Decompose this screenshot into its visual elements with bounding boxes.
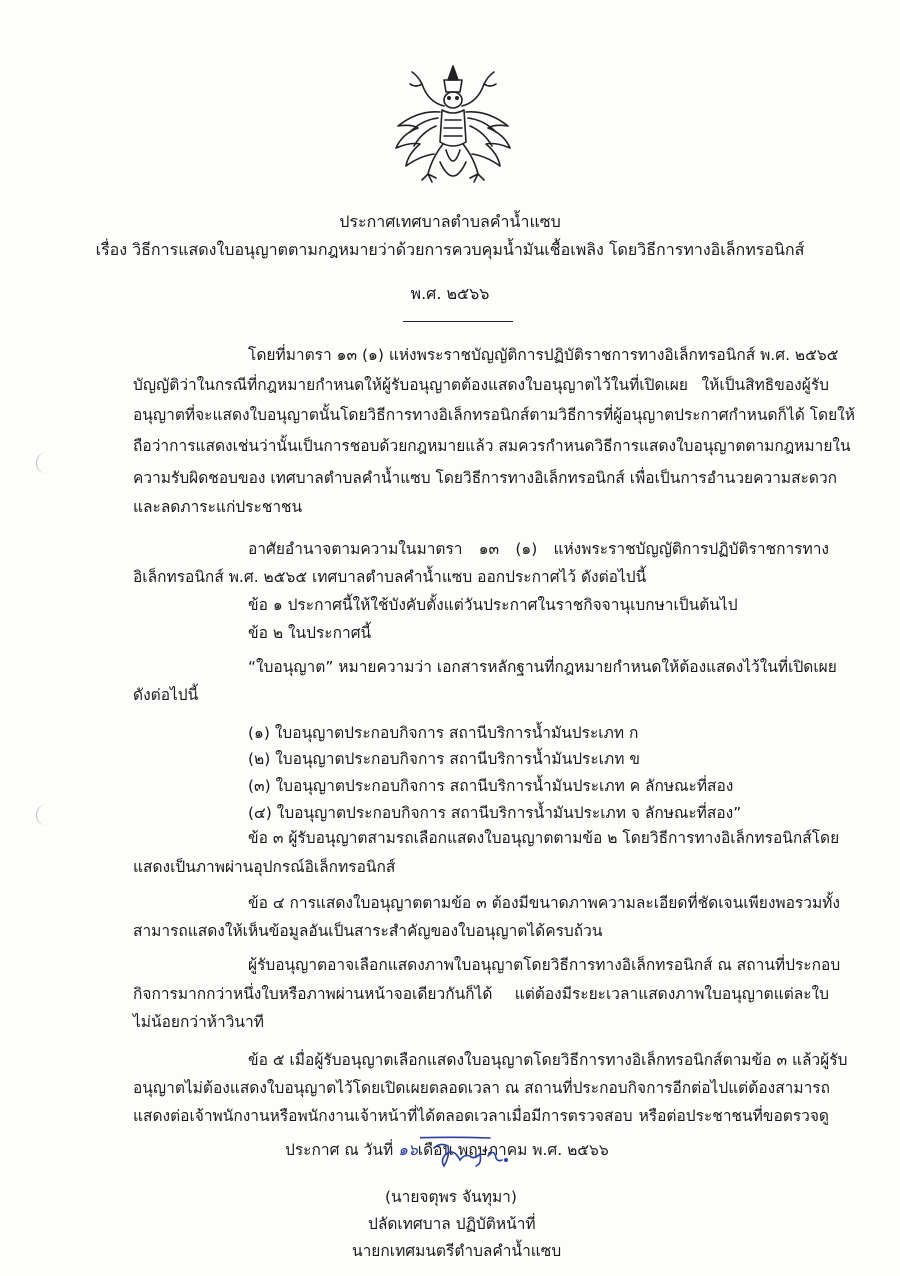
body-line: ดังต่อไปนี้ <box>133 686 199 704</box>
body-line: โดยที่มาตรา ๑๓ (๑) แห่งพระราชบัญญัติการปฏิบัติราชการทางอิเล็กทรอนิกส์ พ.ศ. ๒๕๖๕ <box>248 346 839 364</box>
body-line: สามารถแสดงให้เห็นข้อมูลอันเป็นสาระสำคัญของใบอนุญาตได้ครบถ้วน <box>133 922 603 940</box>
body-line: ความรับผิดชอบของ เทศบาลตำบลคำน้ำแซบ โดยวิธีการทางอิเล็กทรอนิกส์ เพื่อเป็นการอำนวยความสะดวก <box>133 469 838 487</box>
body-line: ถือว่าการแสดงเช่นว่านั้นเป็นการชอบด้วยกฎหมายแล้ว สมควรกำหนดวิธีการแสดงใบอนุญาตตามกฎหมายใน <box>133 437 851 455</box>
body-line: อิเล็กทรอนิกส์ พ.ศ. ๒๕๖๕ เทศบาลตำบลคำน้ำแซบ ออกประกาศไว้ ดังต่อไปนี้ <box>133 568 647 586</box>
clause-4: ข้อ ๔ การแสดงใบอนุญาตตามข้อ ๓ ต้องมีขนาดภาพความละเอียดที่ชัดเจนเพียงพอรวมทั้ง <box>248 894 840 912</box>
announcement-title: ประกาศเทศบาลตำบลคำน้ำแซบ <box>339 212 561 231</box>
list-item: (๒) ใบอนุญาตประกอบกิจการ สถานีบริการน้ำมันประเภท ข <box>248 750 640 768</box>
body-line: ไม่น้อยกว่าห้าวินาที <box>133 1013 264 1031</box>
list-item: (๔) ใบอนุญาตประกอบกิจการ สถานีบริการน้ำมันประเภท จ ลักษณะที่สอง” <box>248 804 742 822</box>
body-line: ผู้รับอนุญาตอาจเลือกแสดงภาพใบอนุญาตโดยวิธีการทางอิเล็กทรอนิกส์ ณ สถานที่ประกอบ <box>248 956 841 974</box>
announcement-subject: เรื่อง วิธีการแสดงใบอนุญาตตามกฎหมายว่าด้วยการควบคุมน้ำมันเชื้อเพลิง โดยวิธีการทางอิเล็กทรอนิกส์ <box>95 240 805 259</box>
body-line: อนุญาตไม่ต้องแสดงใบอนุญาตไว้โดยเปิดเผยตลอดเวลา ณ สถานที่ประกอบกิจการอีกต่อไปแต่ต้องสามารถ <box>133 1079 830 1097</box>
announcement-year: พ.ศ. ๒๕๖๖ <box>410 284 490 303</box>
signature-icon <box>420 1126 530 1186</box>
body-line: และลดภาระแก่ประชาชน <box>133 498 303 516</box>
body-line: อาศัยอำนาจตามความในมาตรา ๑๓ (๑) แห่งพระราชบัญญัติการปฏิบัติราชการทาง <box>248 540 829 558</box>
body-line: บัญญัติว่าในกรณีที่กฎหมายกำหนดให้ผู้รับอนุญาตต้องแสดงใบอนุญาตไว้ในที่เปิดเผย ให้เป็นสิทธิของผู้รับ <box>133 376 829 394</box>
clause-5: ข้อ ๕ เมื่อผู้รับอนุญาตเลือกแสดงใบอนุญาตโดยวิธีการทางอิเล็กทรอนิกส์ตามข้อ ๓ แล้วผู้รับ <box>248 1051 848 1069</box>
definition-line: “ใบอนุญาต” หมายความว่า เอกสารหลักฐานที่กฎหมายกำหนดให้ต้องแสดงไว้ในที่เปิดเผย <box>248 658 837 676</box>
body-line: กิจการมากกว่าหนึ่งใบหรือภาพผ่านหน้าจอเดียวกันก็ได้ แต่ต้องมีระยะเวลาแสดงภาพใบอนุญาตแต่ละใบ <box>133 985 829 1003</box>
body-line: อนุญาตที่จะแสดงใบอนุญาตนั้นโดยวิธีการทางอิเล็กทรอนิกส์ตามวิธีการที่ผู้อนุญาตประกาศกำหนดก็ได้ โดยให้ <box>133 406 855 424</box>
punch-hole-mark <box>36 452 51 474</box>
body-line: แสดงต่อเจ้าพนักงานหรือพนักงานเจ้าหน้าที่ได้ตลอดเวลาเมื่อมีการตรวจสอบ หรือต่อประชาชนที่ขอตรวจดู <box>133 1107 829 1125</box>
body-line: แสดงเป็นภาพผ่านอุปกรณ์อิเล็กทรอนิกส์ <box>133 858 396 876</box>
list-item: (๑) ใบอนุญาตประกอบกิจการ สถานีบริการน้ำมันประเภท ก <box>248 724 639 742</box>
signatory-name: (นายจตุพร จันทุมา) <box>385 1188 517 1206</box>
clause-1: ข้อ ๑ ประกาศนี้ให้ใช้บังคับตั้งแต่วันประกาศในราชกิจจานุเบกษาเป็นต้นไป <box>248 596 738 614</box>
garuda-emblem-icon <box>388 62 518 192</box>
title-divider <box>403 321 513 322</box>
signatory-position: ปลัดเทศบาล ปฏิบัติหน้าที่ <box>368 1215 536 1233</box>
clause-3: ข้อ ๓ ผู้รับอนุญาตสามรถเลือกแสดงใบอนุญาตตามข้อ ๒ โดยวิธีการทางอิเล็กทรอนิกส์โดย <box>248 829 840 847</box>
signatory-position: นายกเทศมนตรีตำบลคำน้ำแซบ <box>352 1242 562 1260</box>
clause-2: ข้อ ๒ ในประกาศนี้ <box>248 624 372 642</box>
list-item: (๓) ใบอนุญาตประกอบกิจการ สถานีบริการน้ำมันประเภท ค ลักษณะที่สอง <box>248 777 734 795</box>
date-suffix: เดือน พฤษภาคม พ.ศ. ๒๕๖๖ <box>417 1141 609 1159</box>
date-prefix: ประกาศ ณ วันที่ <box>285 1141 394 1159</box>
punch-hole-mark <box>36 804 51 826</box>
date-day: ๑๖ <box>398 1141 418 1159</box>
